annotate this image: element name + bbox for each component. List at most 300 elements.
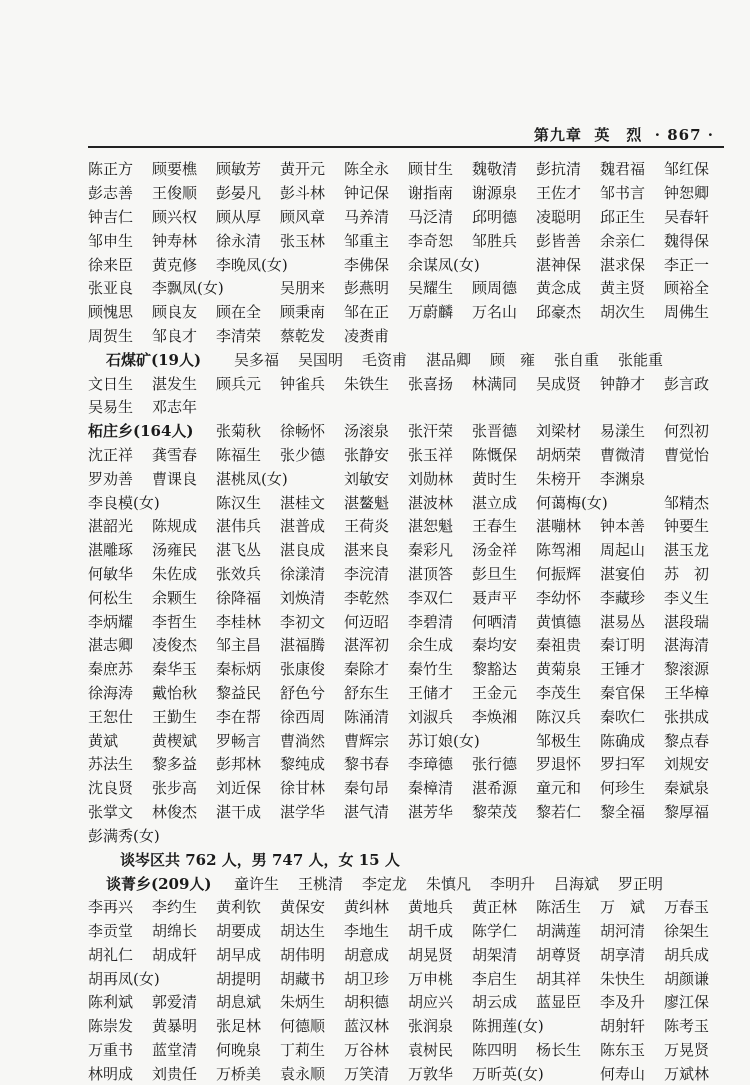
name-entry: 汤金祥 [472,541,518,560]
name-entry: 舒东生 [344,683,390,702]
name-entry: 彭满秀(女) [88,826,160,845]
name-row [88,514,728,538]
name-entry: 李碧清 [408,612,454,631]
name-entry: 秦官保 [600,683,646,702]
name-entry: 杨长生 [536,1041,582,1060]
district-heading: 谈岑区共 762 人，男 747 人，女 15 人 [120,850,400,869]
name-entry: 张自重 [554,350,600,369]
name-entry: 胡尊贤 [536,945,582,964]
name-entry: 李义生 [664,588,710,607]
name-entry: 黎点春 [664,731,710,750]
name-entry: 邱明德 [472,207,518,226]
name-entry: 湛恕魁 [408,517,454,536]
name-entry: 曹辉宗 [344,731,390,750]
name-entry: 文日生 [88,374,134,393]
name-entry: 余谋凤(女) [408,255,480,274]
name-row [88,990,728,1014]
name-entry: 胡云成 [472,993,518,1012]
name-entry: 胡享清 [600,945,646,964]
name-entry: 林明成 [88,1064,134,1083]
name-entry: 胡兵成 [664,945,710,964]
name-entry: 邹申生 [88,231,134,250]
name-row [88,276,728,300]
name-entry: 张步高 [152,779,198,798]
name-entry: 张玉林 [280,231,326,250]
name-row [88,800,728,824]
name-entry: 黄利钦 [216,898,262,917]
name-entry: 吕海斌 [554,874,600,893]
name-entry: 黎豁达 [472,660,518,679]
name-entry: 陈汉生 [216,493,262,512]
name-row [88,466,728,490]
name-entry: 胡礼仁 [88,945,134,964]
name-entry: 黎全福 [600,802,646,821]
name-entry: 湛鳌魁 [344,493,390,512]
name-entry: 徐西周 [280,707,326,726]
name-entry: 李璋德 [408,755,454,774]
name-entry: 刘梁材 [536,422,582,441]
name-entry: 秦吹仁 [600,707,646,726]
name-row [88,704,728,728]
name-entry: 张康俊 [280,660,326,679]
name-entry: 李明升 [490,874,536,893]
name-entry: 王俊顺 [152,184,198,203]
name-entry: 朱铁生 [344,374,390,393]
name-entry: 何晒清 [472,612,518,631]
name-entry: 吴耀生 [408,279,454,298]
name-entry: 黄开元 [280,160,326,179]
name-entry: 秦祖贵 [536,636,582,655]
name-entry: 湛浑初 [344,636,390,655]
name-entry: 徐架生 [664,922,710,941]
name-entry: 石煤矿(19人) [106,350,202,369]
name-entry: 彭志善 [88,184,134,203]
name-entry: 王佐才 [536,184,582,203]
name-row [88,538,728,562]
name-entry: 顾兴权 [152,207,198,226]
name-entry: 张少德 [280,445,326,464]
name-entry: 毛资甫 [362,350,408,369]
name-entry: 魏敬清 [472,160,518,179]
name-entry: 胡伟明 [280,945,326,964]
name-entry: 胡满莲 [536,922,582,941]
name-entry: 万桥美 [216,1064,262,1083]
name-entry: 钟吉仁 [88,207,134,226]
name-entry: 徐降福 [216,588,262,607]
name-entry: 湛易丛 [600,612,646,631]
name-entry: 黎若仁 [536,802,582,821]
name-entry: 李再兴 [88,898,134,917]
name-entry: 胡早成 [216,945,262,964]
name-entry: 聂声平 [472,588,518,607]
name-entry: 顾敏芳 [216,160,262,179]
name-entry: 李在帮 [216,707,262,726]
name-entry: 余生成 [408,636,454,655]
name-entry: 钟恕卿 [664,184,710,203]
name-list [88,157,728,1085]
name-entry: 何蔼梅(女) [536,493,608,512]
name-row [88,895,728,919]
name-entry: 汤滚泉 [344,422,390,441]
name-entry: 何振辉 [536,564,582,583]
name-entry: 罗劝善 [88,469,134,488]
name-entry: 钟静才 [600,374,646,393]
name-entry: 胡积德 [344,993,390,1012]
name-entry: 易漾生 [600,422,646,441]
name-entry: 湛发生 [152,374,198,393]
name-entry: 黎滚源 [664,660,710,679]
name-entry: 黄地兵 [408,898,454,917]
name-entry: 张润泉 [408,1017,454,1036]
name-entry: 胡晃贤 [408,945,454,964]
name-entry: 万昕英(女) [472,1064,544,1083]
name-row [88,966,728,990]
name-entry: 张汗荣 [408,422,454,441]
name-entry: 湛桃凤(女) [216,469,288,488]
name-entry: 顾 雍 [490,350,536,369]
name-row [88,252,728,276]
name-row [88,728,728,752]
name-entry: 徐海涛 [88,683,134,702]
name-entry: 陈拥莲(女) [472,1017,544,1036]
name-entry: 曹微清 [600,445,646,464]
name-entry: 李正一 [664,255,710,274]
name-entry: 邹红保 [664,160,710,179]
name-entry: 胡河清 [600,922,646,941]
name-entry: 胡要成 [216,922,262,941]
name-entry: 胡藏书 [280,969,326,988]
page-number: · 867 · [654,126,714,144]
name-entry: 黄慎德 [536,612,582,631]
name-entry: 湛普成 [280,517,326,536]
name-entry: 陈慨保 [472,445,518,464]
name-entry: 刘贵任 [152,1064,198,1083]
name-entry: 邱豪杰 [536,303,582,322]
name-entry: 陈考玉 [664,1017,710,1036]
name-entry: 顾秉南 [280,303,326,322]
name-entry: 秦订明 [600,636,646,655]
name-entry: 何晚泉 [216,1041,262,1060]
name-entry: 谢源泉 [472,184,518,203]
name-row [88,205,728,229]
name-row [88,943,728,967]
name-entry: 张亚良 [88,279,134,298]
name-entry: 张喜扬 [408,374,454,393]
name-entry: 胡息斌 [216,993,262,1012]
name-entry: 邓志年 [152,398,198,417]
name-entry: 舒色兮 [280,683,326,702]
name-entry: 湛干成 [216,802,262,821]
name-entry: 林满同 [472,374,518,393]
name-entry: 徐畅怀 [280,422,326,441]
name-entry: 万笑清 [344,1064,390,1083]
name-entry: 湛波林 [408,493,454,512]
name-entry: 顾周德 [472,279,518,298]
name-entry: 李贡堂 [88,922,134,941]
name-entry: 顾甘生 [408,160,454,179]
name-entry: 朱榜开 [536,469,582,488]
name-entry: 彭旦生 [472,564,518,583]
name-entry: 湛志卿 [88,636,134,655]
name-entry: 刘规安 [664,755,710,774]
name-row [88,633,728,657]
name-entry: 邹在正 [344,303,390,322]
name-entry: 邹精杰 [664,493,710,512]
name-entry: 王华樟 [664,683,710,702]
name-entry: 吴朋来 [280,279,326,298]
name-entry: 黎纯成 [280,755,326,774]
name-row [88,776,728,800]
name-entry: 湛良成 [280,541,326,560]
name-entry: 魏君福 [600,160,646,179]
name-entry: 李地生 [344,922,390,941]
name-entry: 李桂林 [216,612,262,631]
name-entry: 胡炳荣 [536,445,582,464]
name-entry: 陈福生 [216,445,262,464]
name-entry: 陈东玉 [600,1041,646,1060]
name-row [88,490,728,514]
name-entry: 胡提明 [216,969,262,988]
name-entry: 陈涌清 [344,707,390,726]
name-entry: 湛学华 [280,802,326,821]
name-entry: 蓝显臣 [536,993,582,1012]
name-entry: 湛希源 [472,779,518,798]
name-entry: 湛嘣林 [536,517,582,536]
name-entry: 黎多益 [152,755,198,774]
name-entry: 万蔚麟 [408,303,454,322]
name-entry: 戴怡秋 [152,683,198,702]
name-entry: 黄楔斌 [152,731,198,750]
name-entry: 湛海清 [664,636,710,655]
name-entry: 秦竹生 [408,660,454,679]
name-row [88,871,728,895]
name-entry: 秦标炳 [216,660,262,679]
name-entry: 李良模(女) [88,493,160,512]
name-row [88,1014,728,1038]
name-entry: 吴国明 [298,350,344,369]
name-entry: 李哲生 [152,612,198,631]
name-entry: 秦彩凡 [408,541,454,560]
name-entry: 湛雕琢 [88,541,134,560]
name-entry: 吴易生 [88,398,134,417]
name-entry: 黄念成 [536,279,582,298]
name-entry: 何松生 [88,588,134,607]
name-entry: 罗扫军 [600,755,646,774]
name-row [88,419,728,443]
name-entry: 万晃贤 [664,1041,710,1060]
name-entry: 刘近保 [216,779,262,798]
name-entry: 徐漾清 [280,564,326,583]
name-entry: 钟雀兵 [280,374,326,393]
name-entry: 秦樟清 [408,779,454,798]
name-entry: 李佛保 [344,255,390,274]
name-entry: 黄正林 [472,898,518,917]
name-entry: 湛宴伯 [600,564,646,583]
name-entry: 沈良贤 [88,779,134,798]
name-entry: 张效兵 [216,564,262,583]
name-row [88,157,728,181]
name-entry: 李定龙 [362,874,408,893]
name-block-2 [88,871,728,1085]
name-entry: 徐永清 [216,231,262,250]
name-row [88,395,728,419]
name-row [88,609,728,633]
name-entry: 苏订娘(女) [408,731,480,750]
name-entry: 马养清 [344,207,390,226]
name-entry: 秦斌泉 [664,779,710,798]
name-entry: 湛来良 [344,541,390,560]
name-row [88,681,728,705]
name-entry: 胡架清 [472,945,518,964]
name-entry: 陈规成 [152,517,198,536]
name-entry: 秦华玉 [152,660,198,679]
name-entry: 何敏华 [88,564,134,583]
name-entry: 黄克修 [152,255,198,274]
name-entry: 顾兵元 [216,374,262,393]
name-entry: 黄保安 [280,898,326,917]
name-entry: 湛神保 [536,255,582,274]
name-entry: 罗退怀 [536,755,582,774]
name-entry: 吴多福 [234,350,280,369]
name-entry: 张静安 [344,445,390,464]
name-entry: 李清荣 [216,326,262,345]
name-entry: 湛顶答 [408,564,454,583]
name-entry: 湛桂文 [280,493,326,512]
name-entry: 万敦华 [408,1064,454,1083]
name-entry: 苏法生 [88,755,134,774]
name-entry: 顾裕全 [664,279,710,298]
name-entry: 顾良友 [152,303,198,322]
name-entry: 胡意成 [344,945,390,964]
name-entry: 陈确成 [600,731,646,750]
name-entry: 何迈昭 [344,612,390,631]
header-rule [88,146,724,148]
name-row [88,181,728,205]
name-entry: 童许生 [234,874,280,893]
name-entry: 蓝堂清 [152,1041,198,1060]
name-entry: 彭晏凡 [216,184,262,203]
name-entry: 黄暴明 [152,1017,198,1036]
name-entry: 胡千成 [408,922,454,941]
name-entry: 刘淑兵 [408,707,454,726]
name-entry: 胡射轩 [600,1017,646,1036]
name-entry: 廖江保 [664,993,710,1012]
name-entry: 李启生 [472,969,518,988]
name-entry: 曹课良 [152,469,198,488]
name-entry: 湛韶光 [88,517,134,536]
name-entry: 黄纠林 [344,898,390,917]
name-entry: 李约生 [152,898,198,917]
name-entry: 湛玉龙 [664,541,710,560]
name-entry: 童元和 [536,779,582,798]
name-entry: 李炳耀 [88,612,134,631]
name-entry: 邹主昌 [216,636,262,655]
name-entry: 朱佐成 [152,564,198,583]
name-entry: 邹极生 [536,731,582,750]
name-entry: 秦句昂 [344,779,390,798]
name-entry: 余亲仁 [600,231,646,250]
name-entry: 黄斌 [88,731,119,750]
name-entry: 余颗生 [152,588,198,607]
name-entry: 张能重 [618,350,664,369]
name-entry: 袁永顺 [280,1064,326,1083]
name-entry: 湛芳华 [408,802,454,821]
chapter-label: 第九章 [533,126,582,144]
name-entry: 周佛生 [664,303,710,322]
name-entry: 王荷炎 [344,517,390,536]
name-entry: 王勤生 [152,707,198,726]
name-entry: 胡绵长 [152,922,198,941]
name-entry: 黎荣茂 [472,802,518,821]
name-entry: 魏得保 [664,231,710,250]
name-row [88,300,728,324]
name-entry: 张晋德 [472,422,518,441]
name-entry: 湛段瑞 [664,612,710,631]
name-entry: 钟记保 [344,184,390,203]
name-entry: 胡成轩 [152,945,198,964]
name-entry: 顾从厚 [216,207,262,226]
name-entry: 邹重主 [344,231,390,250]
name-entry: 谈菁乡(209人) [106,874,212,893]
name-entry: 顾要樵 [152,160,198,179]
name-entry: 王恕仕 [88,707,134,726]
name-entry: 万名山 [472,303,518,322]
name-entry: 邹良才 [152,326,198,345]
name-entry: 陈利斌 [88,993,134,1012]
name-entry: 张行德 [472,755,518,774]
name-entry: 彭邦林 [216,755,262,774]
name-block-1 [88,157,728,847]
name-row [88,324,728,348]
name-entry: 何寿山 [600,1064,646,1083]
name-row [88,1061,728,1085]
name-entry: 袁树民 [408,1041,454,1060]
name-entry: 汤雍民 [152,541,198,560]
name-entry: 李晚凤(女) [216,255,288,274]
name-entry: 沈正祥 [88,445,134,464]
name-row [88,919,728,943]
name-entry: 万斌林 [664,1064,710,1083]
chapter-title: 英 烈 [594,126,643,144]
name-entry: 李飘凤(女) [152,279,224,298]
name-entry: 王桃清 [298,874,344,893]
name-entry: 顾风章 [280,207,326,226]
name-entry: 李乾然 [344,588,390,607]
name-entry: 陈活生 [536,898,582,917]
name-entry: 湛飞丛 [216,541,262,560]
name-entry: 湛伟兵 [216,517,262,536]
name-entry: 周起山 [600,541,646,560]
running-header [534,124,714,145]
name-entry: 李幼怀 [536,588,582,607]
name-entry: 万 斌 [600,898,646,917]
name-entry: 王春生 [472,517,518,536]
name-entry: 彭燕明 [344,279,390,298]
name-entry: 彭皆善 [536,231,582,250]
name-entry: 凌俊杰 [152,636,198,655]
name-entry: 李渊泉 [600,469,646,488]
name-row [88,752,728,776]
name-entry: 黎书春 [344,755,390,774]
name-entry: 黄时生 [472,469,518,488]
name-entry: 陈全永 [344,160,390,179]
name-entry: 湛立成 [472,493,518,512]
name-entry: 湛福腾 [280,636,326,655]
name-entry: 刘焕清 [280,588,326,607]
name-entry: 罗畅言 [216,731,262,750]
name-entry: 胡卫珍 [344,969,390,988]
name-row [88,1038,728,1062]
